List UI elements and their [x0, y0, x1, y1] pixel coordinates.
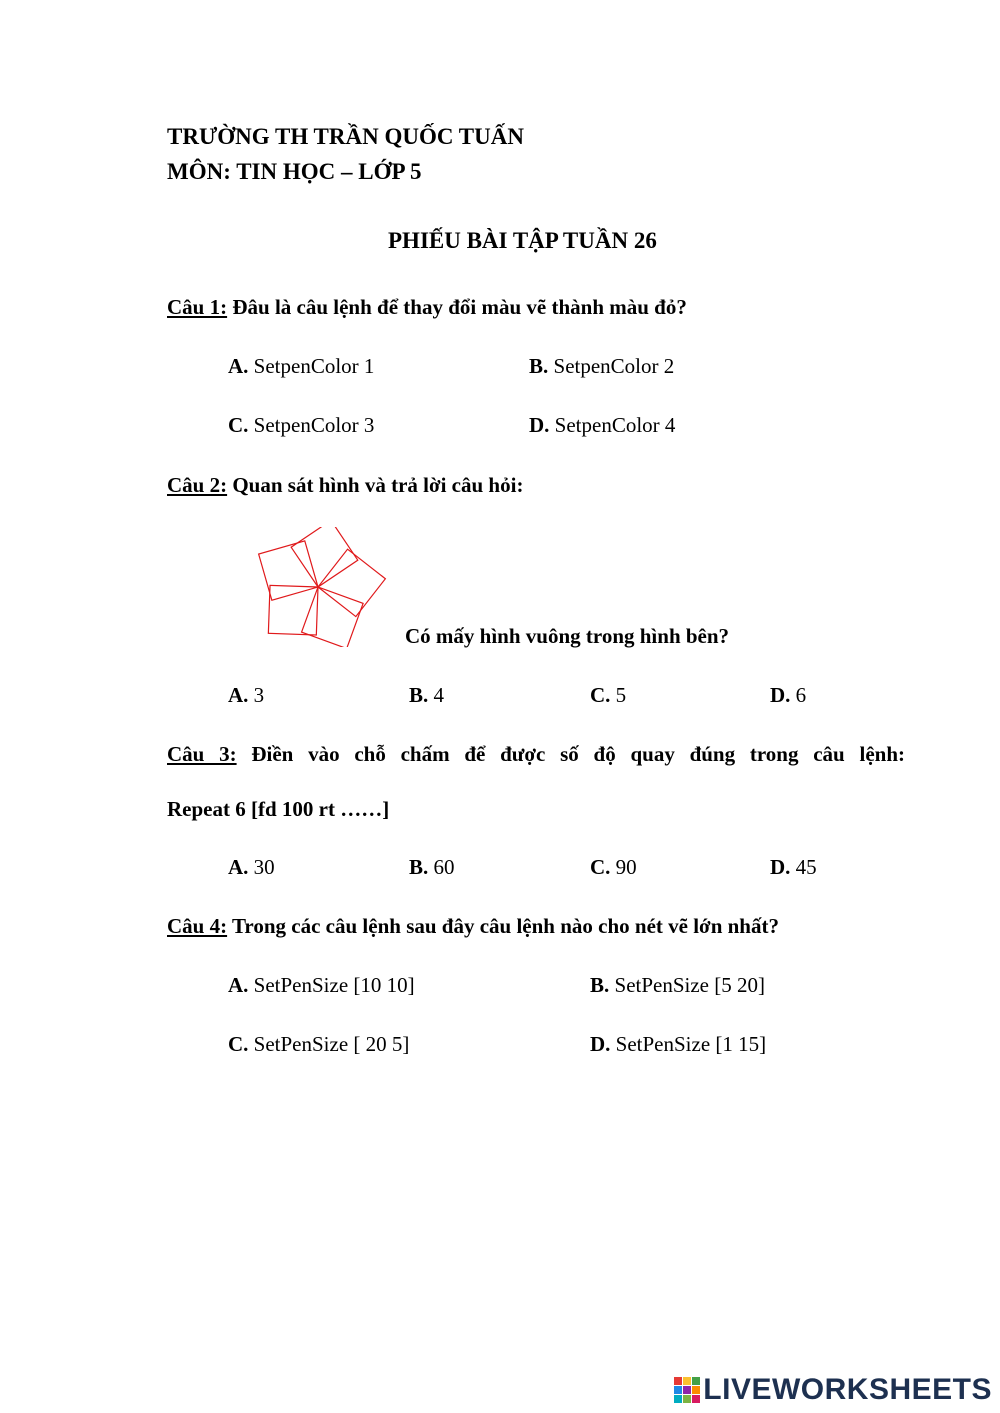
option-text: SetPenSize [1 15]	[610, 1032, 767, 1056]
option-text: SetPenSize [ 20 5]	[248, 1032, 410, 1056]
option-letter: D.	[770, 683, 791, 707]
q1-option-d[interactable]	[529, 413, 675, 438]
liveworksheets-logo-icon	[674, 1377, 700, 1403]
question-1-label: Câu 1:	[167, 295, 228, 319]
option-text: 6	[790, 683, 807, 707]
option-text: 5	[610, 683, 627, 707]
q3-option-d[interactable]	[770, 855, 817, 880]
q3-option-c[interactable]	[590, 855, 637, 880]
q1-option-a[interactable]	[228, 354, 374, 379]
question-1-text: Đâu là câu lệnh để thay đổi màu vẽ thành màu đỏ?	[227, 295, 687, 319]
option-text: 30	[248, 855, 275, 879]
logo-tile	[692, 1377, 700, 1385]
option-text: 90	[610, 855, 637, 879]
question-2-text: Quan sát hình và trả lời câu hỏi:	[227, 473, 524, 497]
worksheet-title: PHIẾU BÀI TẬP TUẦN 26	[388, 228, 657, 253]
q4-option-c[interactable]	[228, 1032, 409, 1057]
question-2-label: Câu 2:	[167, 473, 228, 497]
question-4	[167, 914, 779, 939]
option-letter: B.	[409, 683, 429, 707]
option-letter: B.	[590, 973, 610, 997]
option-letter: D.	[529, 413, 550, 437]
q4-option-b[interactable]	[590, 973, 765, 998]
logo-tile	[674, 1395, 682, 1403]
figure-square-5	[318, 549, 385, 616]
question-3-label: Câu 3:	[167, 742, 237, 766]
option-text: SetpenColor 1	[248, 354, 375, 378]
q3-option-b[interactable]	[409, 855, 455, 880]
q2-option-b[interactable]	[409, 683, 444, 708]
option-letter: C.	[228, 413, 249, 437]
liveworksheets-wordmark: LIVEWORKSHEETS	[703, 1373, 992, 1406]
option-letter: C.	[590, 683, 611, 707]
figure-square-2	[268, 585, 318, 635]
option-letter: A.	[228, 855, 249, 879]
question-1	[167, 295, 687, 320]
q1-option-c[interactable]	[228, 413, 374, 438]
question-4-label: Câu 4:	[167, 914, 228, 938]
figure-square-3	[259, 541, 318, 600]
option-letter: B.	[529, 354, 549, 378]
option-text: SetpenColor 3	[248, 413, 375, 437]
question-3-text: Điền vào chỗ chấm để được số độ quay đúng trong câu lệnh:	[236, 742, 905, 766]
option-text: SetPenSize [5 20]	[609, 973, 765, 997]
option-letter: A.	[228, 683, 249, 707]
question-3-command: Repeat 6 [fd 100 rt ……]	[167, 797, 390, 821]
q4-option-d[interactable]	[590, 1032, 766, 1057]
logo-tile	[692, 1395, 700, 1403]
q2-option-a[interactable]	[228, 683, 264, 708]
logo-tile	[683, 1377, 691, 1385]
option-text: 45	[790, 855, 817, 879]
option-letter: A.	[228, 973, 249, 997]
logo-tile	[683, 1386, 691, 1394]
option-text: SetPenSize [10 10]	[248, 973, 415, 997]
option-text: 3	[248, 683, 265, 707]
logo-tile	[674, 1386, 682, 1394]
option-letter: C.	[590, 855, 611, 879]
question-2-subquestion: Có mấy hình vuông trong hình bên?	[405, 624, 730, 648]
figure-square-1	[302, 587, 364, 647]
school-name: TRƯỜNG TH TRẦN QUỐC TUẤN	[167, 124, 524, 149]
question-2	[167, 473, 523, 498]
q2-option-c[interactable]	[590, 683, 626, 708]
logo-tile	[683, 1395, 691, 1403]
liveworksheets-branding[interactable]	[674, 1373, 992, 1407]
subject-line: MÔN: TIN HỌC – LỚP 5	[167, 159, 422, 184]
pinwheel-squares-figure	[238, 527, 398, 647]
option-text: SetpenColor 2	[548, 354, 675, 378]
q3-option-a[interactable]	[228, 855, 275, 880]
logo-tile	[674, 1377, 682, 1385]
option-text: 60	[428, 855, 455, 879]
q2-option-d[interactable]	[770, 683, 806, 708]
question-4-text: Trong các câu lệnh sau đây câu lệnh nào cho nét vẽ lớn nhất?	[227, 914, 779, 938]
option-letter: C.	[228, 1032, 249, 1056]
option-letter: D.	[590, 1032, 611, 1056]
q1-option-b[interactable]	[529, 354, 674, 379]
question-3	[167, 742, 905, 767]
q4-option-a[interactable]	[228, 973, 415, 998]
option-letter: D.	[770, 855, 791, 879]
option-letter: B.	[409, 855, 429, 879]
option-text: 4	[428, 683, 445, 707]
option-letter: A.	[228, 354, 249, 378]
logo-tile	[692, 1386, 700, 1394]
option-text: SetpenColor 4	[549, 413, 676, 437]
